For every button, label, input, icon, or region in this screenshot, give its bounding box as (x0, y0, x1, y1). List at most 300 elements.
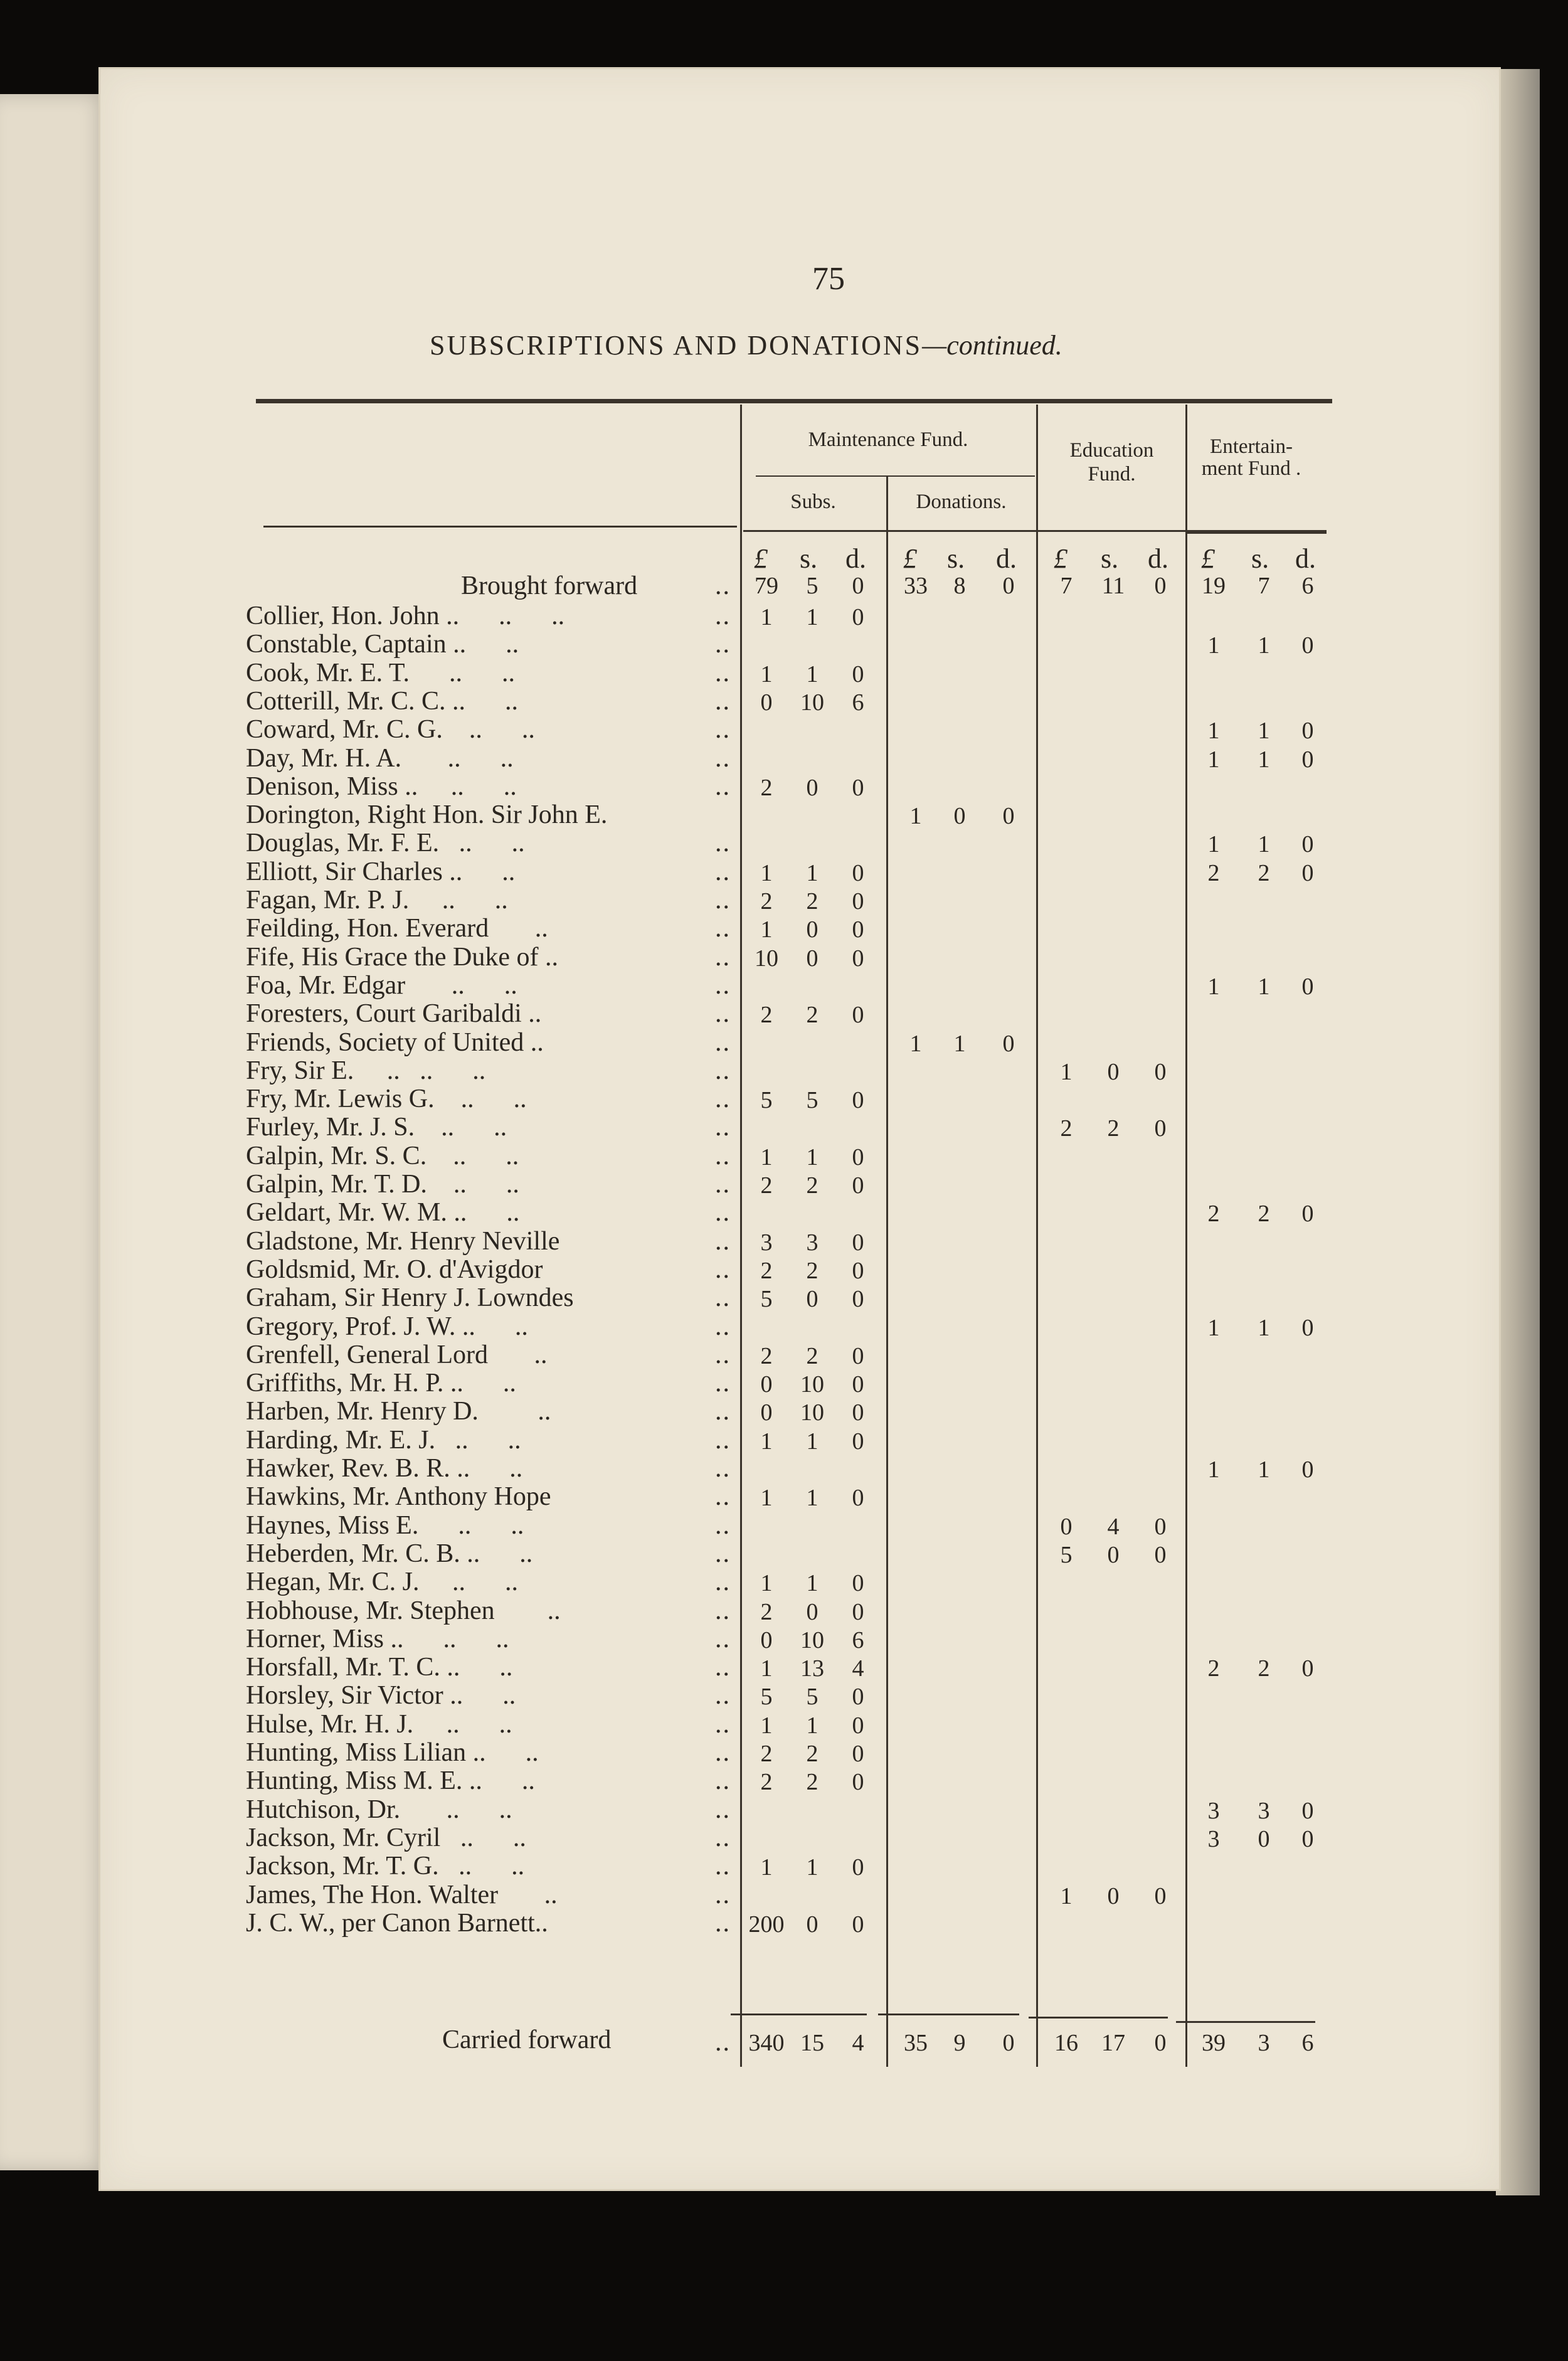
col-divider-4 (1185, 405, 1187, 2067)
subscriber-name: Hawkins, Mr. Anthony Hope (246, 1482, 551, 1511)
amount-subs-pence: 0 (852, 1428, 864, 1455)
amount-subs-pound: 1 (760, 1144, 773, 1170)
leader-dots: .. (715, 602, 731, 630)
amount-subs-pound: 1 (760, 1712, 773, 1739)
amount-subs-shilling: 1 (806, 661, 818, 687)
amount-subs-pence: 0 (852, 661, 864, 687)
leader-dots: .. (715, 1881, 731, 1909)
amount-ent-shilling: 2 (1258, 860, 1270, 886)
amount-ent-pence: 0 (1301, 1826, 1314, 1852)
amount-subs-pound: 1 (760, 860, 773, 886)
subscriber-name: Harben, Mr. Henry D. .. (246, 1397, 551, 1426)
amount-ent-pound: 1 (1207, 831, 1220, 857)
amount-subs-shilling: 1 (806, 860, 818, 886)
education-header: Education Fund. (1069, 439, 1154, 485)
amount-subs-pence: 0 (852, 860, 864, 886)
amount-subs-shilling: 1 (806, 1428, 818, 1455)
amount-ent-shilling: 1 (1258, 974, 1270, 1000)
amount-ent-shilling: 2 (1258, 1655, 1270, 1682)
subscriber-name: Grenfell, General Lord .. (246, 1340, 548, 1369)
amount-ent-shilling: 1 (1258, 1456, 1270, 1483)
amount-edu-shilling: 4 (1107, 1514, 1120, 1540)
amount-subs-pound: 0 (760, 1371, 773, 1398)
amount-subs-pound: 2 (760, 1258, 773, 1284)
amount-subs-shilling: 0 (806, 945, 818, 972)
leader-dots: .. (715, 1454, 731, 1483)
subscriber-name: Jackson, Mr. Cyril .. .. (246, 1823, 526, 1852)
amount-subs-pound: 1 (760, 604, 773, 630)
page-edge (1496, 69, 1540, 2195)
leader-dots: .. (715, 1312, 731, 1341)
amount-subs-shilling: 1 (806, 1712, 818, 1739)
subscriber-name: Constable, Captain .. .. (246, 630, 519, 659)
subscriber-name: J. C. W., per Canon Barnett.. (246, 1909, 548, 1938)
amount-subs-shilling: 2 (806, 1002, 818, 1028)
amount-subs-pence: 0 (852, 1371, 864, 1398)
subscriber-name: Fry, Sir E. .. .. .. (246, 1056, 486, 1085)
leader-dots: .. (715, 1766, 731, 1795)
subscriber-name: Collier, Hon. John .. .. .. (246, 602, 565, 630)
amount-subs-shilling: 10 (800, 1627, 824, 1653)
amount-subs-shilling: 2 (806, 1172, 818, 1199)
amount-subs-shilling: 0 (806, 916, 818, 943)
amount-subs-pound: 2 (760, 1599, 773, 1625)
amount-don-pound: 1 (909, 803, 922, 829)
leader-dots: .. (715, 1681, 731, 1710)
amount-subs-pound: 200 (748, 1911, 785, 1938)
amount-edu-pence: 0 (1154, 1059, 1167, 1085)
carried-forward-subs-pence: 4 (852, 2030, 864, 2056)
amount-edu-shilling: 0 (1107, 1542, 1120, 1568)
subscriber-name: Cook, Mr. E. T. .. .. (246, 659, 515, 687)
amount-subs-pound: 1 (760, 916, 773, 943)
leader-dots: .. (715, 687, 731, 716)
amount-subs-shilling: 1 (806, 1570, 818, 1596)
leader-dots: .. (715, 1852, 731, 1881)
subscriber-name: Hobhouse, Mr. Stephen .. (246, 1596, 561, 1625)
leader-dots: .. (715, 715, 731, 744)
subscriber-name: Dorington, Right Hon. Sir John E. (246, 800, 608, 829)
leader-dots: .. (715, 1113, 731, 1142)
subscriber-name: Horsley, Sir Victor .. .. (246, 1681, 516, 1710)
amount-subs-shilling: 2 (806, 1343, 818, 1369)
page-title (430, 329, 1062, 361)
amount-subs-pound: 1 (760, 661, 773, 687)
don-pence-unit: d. (996, 543, 1017, 574)
subscriber-name: Fife, His Grace the Duke of .. (246, 943, 559, 972)
amount-subs-pence: 0 (852, 1229, 864, 1256)
brought-forward-ent-pence: 6 (1301, 573, 1314, 599)
leader-dots: .. (715, 1653, 731, 1682)
amount-ent-shilling: 1 (1258, 746, 1270, 773)
brought-forward-edu-pound: 7 (1060, 573, 1073, 599)
amount-don-shilling: 1 (953, 1031, 966, 1057)
amount-subs-pound: 1 (760, 1428, 773, 1455)
amount-subs-pound: 2 (760, 1741, 773, 1767)
subscriber-name: Denison, Miss .. .. .. (246, 772, 517, 801)
amount-subs-pound: 2 (760, 1769, 773, 1795)
amount-subs-pound: 1 (760, 1570, 773, 1596)
amount-ent-shilling: 1 (1258, 1315, 1270, 1341)
amount-ent-pence: 0 (1301, 746, 1314, 773)
leader-dots: .. (715, 1340, 731, 1369)
amount-ent-shilling: 1 (1258, 831, 1270, 857)
amount-edu-pound: 5 (1060, 1542, 1073, 1568)
subs-pound-unit: £ (754, 543, 768, 574)
brought-forward-don-shilling: 8 (953, 573, 966, 599)
amount-don-shilling: 0 (953, 803, 966, 829)
amount-subs-pound: 10 (755, 945, 778, 972)
amount-subs-shilling: 5 (806, 1087, 818, 1113)
leader-dots: .. (715, 1795, 731, 1824)
leader-dots: .. (715, 1369, 731, 1398)
subscriber-name: Hunting, Miss M. E. .. .. (246, 1766, 535, 1795)
amount-subs-pence: 0 (852, 1343, 864, 1369)
amount-subs-shilling: 2 (806, 888, 818, 915)
carried-forward-don-shilling: 9 (953, 2030, 966, 2056)
amount-subs-pence: 0 (852, 1684, 864, 1710)
amount-ent-pence: 0 (1301, 1456, 1314, 1483)
amount-subs-pound: 1 (760, 1485, 773, 1511)
leader-dots: .. (715, 914, 731, 943)
amount-subs-pence: 6 (852, 1627, 864, 1653)
leader-dots: .. (715, 1198, 731, 1227)
don-pound-unit: £ (903, 543, 917, 574)
subscriber-name: Douglas, Mr. F. E. .. .. (246, 829, 525, 857)
amount-subs-pound: 2 (760, 1002, 773, 1028)
leader-dots: .. (715, 1482, 731, 1511)
donations-header: Donations. (916, 491, 1007, 513)
leader-dots: .. (715, 1539, 731, 1568)
amount-subs-shilling: 0 (806, 1599, 818, 1625)
brought-forward-edu-pence: 0 (1154, 573, 1167, 599)
amount-ent-pound: 1 (1207, 1456, 1220, 1483)
amount-subs-pound: 1 (760, 1655, 773, 1682)
amount-ent-pence: 0 (1301, 831, 1314, 857)
amount-subs-shilling: 1 (806, 604, 818, 630)
edu-pence-unit: d. (1148, 543, 1168, 574)
amount-subs-shilling: 2 (806, 1769, 818, 1795)
brought-forward-subs-pound: 79 (755, 573, 778, 599)
ent-total-rule (1176, 2021, 1315, 2023)
amount-subs-shilling: 10 (800, 1399, 824, 1426)
subscriber-name: Cotterill, Mr. C. C. .. .. (246, 687, 519, 716)
amount-ent-pound: 2 (1207, 1655, 1220, 1682)
amount-subs-pound: 2 (760, 888, 773, 915)
leader-dots: .. (715, 1426, 731, 1455)
amount-ent-pound: 1 (1207, 632, 1220, 659)
leader-dots: .. (715, 1142, 731, 1170)
col-divider-3 (1036, 405, 1038, 2067)
leader-dots: .. (715, 659, 731, 687)
edu-pound-unit: £ (1054, 543, 1067, 574)
amount-subs-pence: 0 (852, 1570, 864, 1596)
amount-ent-pence: 0 (1301, 632, 1314, 659)
amount-subs-pence: 0 (852, 1769, 864, 1795)
amount-subs-shilling: 13 (800, 1655, 824, 1682)
subs-total-rule (731, 2013, 867, 2015)
amount-ent-pence: 0 (1301, 718, 1314, 744)
amount-ent-pound: 2 (1207, 1201, 1220, 1227)
amount-ent-pence: 0 (1301, 1798, 1314, 1824)
brought-forward-don-pound: 33 (904, 573, 928, 599)
leader-dots: .. (715, 1738, 731, 1767)
amount-subs-pence: 0 (852, 1002, 864, 1028)
names-header-rule (263, 526, 737, 528)
amount-edu-shilling: 2 (1107, 1115, 1120, 1142)
amount-subs-shilling: 5 (806, 1684, 818, 1710)
amount-subs-pence: 0 (852, 1599, 864, 1625)
amount-subs-pence: 0 (852, 1286, 864, 1312)
leader-dots: .. (715, 999, 731, 1028)
subscriber-name: Furley, Mr. J. S. .. .. (246, 1113, 507, 1142)
amount-subs-pound: 5 (760, 1087, 773, 1113)
amount-subs-pence: 0 (852, 1399, 864, 1426)
subscriber-name: Gregory, Prof. J. W. .. .. (246, 1312, 528, 1341)
amount-subs-pence: 0 (852, 945, 864, 972)
carried-forward-subs-shilling: 15 (800, 2030, 824, 2056)
amount-subs-pence: 6 (852, 689, 864, 716)
carried-forward-subs-pound: 340 (748, 2030, 785, 2056)
leader-dots: .. (715, 1823, 731, 1852)
maintenance-rule (756, 475, 1035, 477)
amount-subs-shilling: 0 (806, 1911, 818, 1938)
amount-ent-pound: 3 (1207, 1798, 1220, 1824)
subscriber-name: Harding, Mr. E. J. .. .. (246, 1426, 521, 1455)
leader-dots: .. (715, 1170, 731, 1199)
brought-forward-ent-shilling: 7 (1258, 573, 1270, 599)
leader-dots: .. (715, 1397, 731, 1426)
carried-forward-edu-shilling: 17 (1101, 2030, 1125, 2056)
amount-ent-pence: 0 (1301, 1315, 1314, 1341)
amount-subs-pound: 0 (760, 689, 773, 716)
leader-dots: .. (715, 1085, 731, 1113)
subscriber-name: Horsfall, Mr. T. C. .. .. (246, 1653, 513, 1682)
amount-ent-pence: 0 (1301, 1655, 1314, 1682)
leader-dots: .. (715, 1255, 731, 1284)
leader-dots: .. (715, 886, 731, 915)
subscriber-name: Galpin, Mr. T. D. .. .. (246, 1170, 519, 1199)
brought-forward-dots: .. (715, 571, 731, 600)
amount-subs-pence: 0 (852, 1712, 864, 1739)
amount-ent-pound: 1 (1207, 718, 1220, 744)
amount-edu-pound: 1 (1060, 1059, 1073, 1085)
ent-pence-unit: d. (1295, 543, 1316, 574)
amount-subs-shilling: 10 (800, 1371, 824, 1398)
amount-ent-pound: 1 (1207, 1315, 1220, 1341)
leader-dots: .. (715, 1625, 731, 1653)
amount-edu-pence: 0 (1154, 1883, 1167, 1909)
title-text: SUBSCRIPTIONS AND DONATIONS (430, 330, 923, 361)
subscriber-name: Horner, Miss .. .. .. (246, 1625, 509, 1653)
amount-ent-shilling: 3 (1258, 1798, 1270, 1824)
amount-edu-pound: 0 (1060, 1514, 1073, 1540)
facing-page (0, 94, 110, 2170)
amount-subs-shilling: 0 (806, 1286, 818, 1312)
subscriber-name: Galpin, Mr. S. C. .. .. (246, 1142, 519, 1170)
subscriber-name: Coward, Mr. C. G. .. .. (246, 715, 535, 744)
subscriber-name: Hulse, Mr. H. J. .. .. (246, 1710, 512, 1739)
carried-forward-ent-pence: 6 (1301, 2030, 1314, 2056)
amount-ent-shilling: 2 (1258, 1201, 1270, 1227)
edu-shilling-unit: s. (1101, 543, 1119, 574)
brought-forward-ent-pound: 19 (1202, 573, 1226, 599)
subscriber-name: James, The Hon. Walter .. (246, 1881, 558, 1909)
subscriber-name: Heberden, Mr. C. B. .. .. (246, 1539, 533, 1568)
amount-subs-pound: 1 (760, 1854, 773, 1881)
subscriber-name: Foa, Mr. Edgar .. .. (246, 971, 517, 1000)
amount-subs-pence: 0 (852, 604, 864, 630)
page-number: 75 (812, 261, 845, 297)
ent-pound-unit: £ (1201, 543, 1215, 574)
brought-forward-subs-pence: 0 (852, 573, 864, 599)
subscriber-name: Gladstone, Mr. Henry Neville (246, 1227, 560, 1256)
subscriber-name: Hunting, Miss Lilian .. .. (246, 1738, 539, 1767)
amount-edu-pence: 0 (1154, 1115, 1167, 1142)
amount-subs-pence: 0 (852, 1741, 864, 1767)
brought-forward-edu-shilling: 11 (1101, 573, 1125, 599)
subscriber-name: Haynes, Miss E. .. .. (246, 1511, 524, 1540)
amount-edu-pound: 2 (1060, 1115, 1073, 1142)
amount-ent-pound: 2 (1207, 860, 1220, 886)
amount-edu-pence: 0 (1154, 1514, 1167, 1540)
carried-forward-ent-shilling: 3 (1258, 2030, 1270, 2056)
subs-shilling-unit: s. (800, 543, 818, 574)
subscriber-name: Fagan, Mr. P. J. .. .. (246, 886, 508, 915)
amount-don-pence: 0 (1002, 803, 1015, 829)
carried-forward-edu-pence: 0 (1154, 2030, 1167, 2056)
amount-subs-shilling: 1 (806, 1854, 818, 1881)
amount-subs-pence: 0 (852, 1144, 864, 1170)
amount-ent-pound: 3 (1207, 1826, 1220, 1852)
amount-ent-pound: 1 (1207, 746, 1220, 773)
leader-dots: .. (715, 1596, 731, 1625)
amount-subs-shilling: 10 (800, 689, 824, 716)
carried-forward-don-pence: 0 (1002, 2030, 1015, 2056)
brought-forward-don-pence: 0 (1002, 573, 1015, 599)
ent-header-rule (1187, 532, 1327, 534)
amount-subs-pound: 5 (760, 1286, 773, 1312)
brought-forward-subs-shilling: 5 (806, 573, 818, 599)
subscriber-name: Hawker, Rev. B. R. .. .. (246, 1454, 523, 1483)
subscriber-name: Friends, Society of United .. (246, 1028, 544, 1057)
amount-subs-pence: 0 (852, 888, 864, 915)
leader-dots: .. (715, 857, 731, 886)
subscriber-name: Foresters, Court Garibaldi .. (246, 999, 542, 1028)
amount-subs-shilling: 1 (806, 1144, 818, 1170)
amount-edu-pence: 0 (1154, 1542, 1167, 1568)
table-top-rule (256, 399, 1332, 403)
leader-dots: .. (715, 630, 731, 659)
title-suffix: —continued. (922, 330, 1062, 361)
don-total-rule (878, 2013, 1019, 2015)
leader-dots: .. (715, 1283, 731, 1312)
leader-dots: .. (715, 1511, 731, 1540)
don-shilling-unit: s. (947, 543, 965, 574)
amount-subs-pound: 2 (760, 1172, 773, 1199)
amount-ent-shilling: 1 (1258, 632, 1270, 659)
amount-subs-pence: 0 (852, 1854, 864, 1881)
amount-edu-shilling: 0 (1107, 1059, 1120, 1085)
amount-ent-shilling: 0 (1258, 1826, 1270, 1852)
subscriber-name: Graham, Sir Henry J. Lowndes (246, 1283, 574, 1312)
carried-forward-ent-pound: 39 (1202, 2030, 1226, 2056)
amount-subs-pence: 0 (852, 916, 864, 943)
leader-dots: .. (715, 829, 731, 857)
leader-dots: .. (715, 1568, 731, 1596)
subscriber-name: Goldsmid, Mr. O. d'Avigdor (246, 1255, 543, 1284)
entertainment-header: Entertain- ment Fund . (1201, 435, 1301, 480)
amount-ent-pence: 0 (1301, 1201, 1314, 1227)
amount-subs-pound: 0 (760, 1399, 773, 1426)
carried-forward-dots: .. (715, 2028, 731, 2057)
amount-edu-shilling: 0 (1107, 1883, 1120, 1909)
subscriber-name: Geldart, Mr. W. M. .. .. (246, 1198, 520, 1227)
leader-dots: .. (715, 744, 731, 773)
carried-forward-don-pound: 35 (904, 2030, 928, 2056)
col-divider-2 (886, 477, 888, 2067)
subscriber-name: Hegan, Mr. C. J. .. .. (246, 1568, 518, 1596)
amount-subs-pence: 0 (852, 1911, 864, 1938)
amount-subs-pence: 0 (852, 775, 864, 801)
leader-dots: .. (715, 943, 731, 972)
amount-subs-pence: 0 (852, 1485, 864, 1511)
amount-subs-pound: 0 (760, 1627, 773, 1653)
subscriber-name: Day, Mr. H. A. .. .. (246, 744, 514, 773)
subscriber-name: Fry, Mr. Lewis G. .. .. (246, 1085, 527, 1113)
leader-dots: .. (715, 1056, 731, 1085)
subscriber-name: Elliott, Sir Charles .. .. (246, 857, 516, 886)
amount-don-pence: 0 (1002, 1031, 1015, 1057)
leader-dots: .. (715, 1909, 731, 1938)
amount-subs-pound: 5 (760, 1684, 773, 1710)
edu-total-rule (1029, 2017, 1168, 2019)
ent-shilling-unit: s. (1251, 543, 1269, 574)
amount-ent-pound: 1 (1207, 974, 1220, 1000)
maintenance-header: Maintenance Fund. (808, 428, 968, 451)
amount-subs-shilling: 3 (806, 1229, 818, 1256)
amount-subs-pound: 2 (760, 775, 773, 801)
leader-dots: .. (715, 772, 731, 801)
leader-dots: .. (715, 1028, 731, 1057)
carried-forward-edu-pound: 16 (1054, 2030, 1078, 2056)
leader-dots: .. (715, 971, 731, 1000)
leader-dots: .. (715, 1227, 731, 1256)
subs-header: Subs. (790, 491, 836, 513)
amount-subs-pence: 0 (852, 1258, 864, 1284)
subs-pence-unit: d. (845, 543, 866, 574)
amount-subs-shilling: 2 (806, 1741, 818, 1767)
carried-forward-label: Carried forward (442, 2025, 612, 2054)
amount-subs-pound: 2 (760, 1343, 773, 1369)
amount-edu-pound: 1 (1060, 1883, 1073, 1909)
amount-subs-shilling: 2 (806, 1258, 818, 1284)
subscriber-name: Jackson, Mr. T. G. .. .. (246, 1852, 525, 1881)
amount-subs-pence: 4 (852, 1655, 864, 1682)
amount-ent-pence: 0 (1301, 974, 1314, 1000)
amount-subs-shilling: 1 (806, 1485, 818, 1511)
leader-dots: .. (715, 1710, 731, 1739)
subscriber-name: Griffiths, Mr. H. P. .. .. (246, 1369, 516, 1398)
amount-subs-pence: 0 (852, 1172, 864, 1199)
subscriber-name: Hutchison, Dr. .. .. (246, 1795, 512, 1824)
amount-don-pound: 1 (909, 1031, 922, 1057)
brought-forward-label: Brought forward (461, 571, 638, 600)
amount-ent-shilling: 1 (1258, 718, 1270, 744)
amount-subs-shilling: 0 (806, 775, 818, 801)
amount-subs-pence: 0 (852, 1087, 864, 1113)
subscriber-name: Feilding, Hon. Everard .. (246, 914, 548, 943)
